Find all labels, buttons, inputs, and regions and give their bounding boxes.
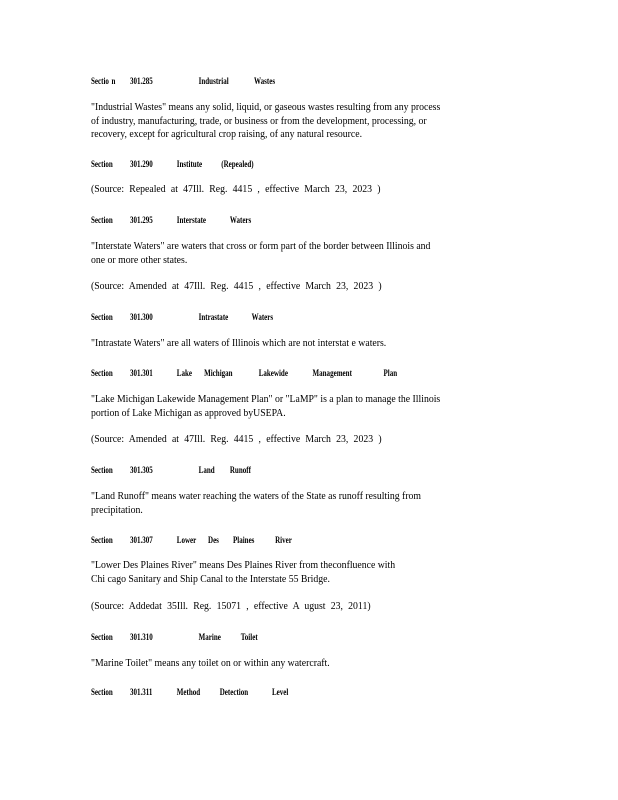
section-title-word: Runoff <box>229 465 251 475</box>
section-title-word: Lower <box>176 535 197 545</box>
definition-paragraph <box>91 393 517 420</box>
section-number: 301.305 <box>130 465 153 475</box>
section-title-word: Marine <box>198 632 221 642</box>
paragraph-line: one or more other states. <box>91 254 188 266</box>
source-note: (Source: Addedat 35Ill. Reg. 15071 , effective A ugust 23, 2011) <box>91 601 371 612</box>
section-title-word: Plaines <box>232 535 255 545</box>
section-title-word: Michigan <box>204 368 233 378</box>
paragraph-line: "Intrastate Waters" are all waters of Illinois which are not interstat e waters. <box>91 338 387 349</box>
paragraph-line: "Interstate Waters" are waters that cross or form part of the border between Illinois and <box>91 241 431 252</box>
section-title-word: Level <box>271 687 289 697</box>
definition-paragraph <box>91 559 517 586</box>
section-title-word: (Repealed) <box>221 159 254 169</box>
section-label: Section <box>91 159 113 169</box>
section-number: 301.295 <box>130 215 153 225</box>
paragraph-line: "Land Runoff" means water reaching the waters of the State as runoff resulting from <box>91 491 422 502</box>
section-title-word: Waters <box>251 312 274 322</box>
section-number: 301.301 <box>130 368 153 378</box>
definition-paragraph <box>91 337 517 351</box>
section-title-word: Toilet <box>240 632 258 642</box>
section-label: Section <box>91 465 113 475</box>
paragraph-line: "Lower Des Plaines River" means Des Plaines River from theconfluence with <box>91 560 396 571</box>
section-title-word: River <box>275 535 292 545</box>
source-note: (Source: Amended at 47Ill. Reg. 4415 , effective March 23, 2023 ) <box>91 434 382 445</box>
section-label: Section <box>91 312 113 322</box>
source-note: (Source: Amended at 47Ill. Reg. 4415 , effective March 23, 2023 ) <box>91 281 382 292</box>
section-title-word: Lakewide <box>258 368 288 378</box>
paragraph-line: "Lake Michigan Lakewide Management Plan" or "LaMP" is a plan to manage the Illinois <box>91 394 441 405</box>
section-title-word: Waters <box>229 215 252 225</box>
section-title-word: Des <box>208 535 219 545</box>
section-label: Sectio n <box>91 76 116 86</box>
section-title-word: Land <box>198 465 215 475</box>
section-title-word: Method <box>176 687 201 697</box>
section-label: Section <box>91 368 113 378</box>
section-title-word: Management <box>312 368 352 378</box>
section-label: Section <box>91 632 113 642</box>
section-number: 301.310 <box>130 632 153 642</box>
definition-paragraph <box>91 240 517 267</box>
section-number: 301.290 <box>130 159 153 169</box>
section-title-word: Lake <box>176 368 193 378</box>
paragraph-line: of industry, manufacturing, trade, or business or from the development, processing, or <box>91 115 427 127</box>
section-title-word: Interstate <box>176 215 207 225</box>
section-number: 301.285 <box>130 76 153 86</box>
section-label: Section <box>91 687 113 697</box>
paragraph-line: recovery, except for agricultural crop raising, of any natural resource. <box>91 129 363 140</box>
section-title-word: Institute <box>176 159 203 169</box>
section-label: Section <box>91 535 113 545</box>
definition-paragraph <box>91 657 517 671</box>
section-title-word: Plan <box>383 368 398 378</box>
section-number: 301.307 <box>130 535 153 545</box>
section-number: 301.300 <box>130 312 153 322</box>
section-label: Section <box>91 215 113 225</box>
paragraph-line: "Marine Toilet" means any toilet on or within any watercraft. <box>91 658 330 669</box>
section-number: 301.311 <box>130 687 153 697</box>
section-title-word: Intrastate <box>198 312 229 322</box>
source-note: (Source: Repealed at 47Ill. Reg. 4415 , effective March 23, 2023 ) <box>91 184 381 195</box>
section-title-word: Wastes <box>254 76 276 86</box>
paragraph-line: Chi cago Sanitary and Ship Canal to the Interstate 55 Bridge. <box>91 573 330 585</box>
paragraph-line: "Industrial Wastes" means any solid, liquid, or gaseous wastes resulting from any process <box>91 102 441 113</box>
definition-paragraph <box>91 490 517 517</box>
section-title-word: Industrial <box>198 76 229 86</box>
paragraph-line: precipitation. <box>91 504 143 516</box>
paragraph-line: portion of Lake Michigan as approved byUSEPA. <box>91 407 286 419</box>
definition-paragraph <box>91 101 517 142</box>
section-title-word: Detection <box>219 687 249 697</box>
